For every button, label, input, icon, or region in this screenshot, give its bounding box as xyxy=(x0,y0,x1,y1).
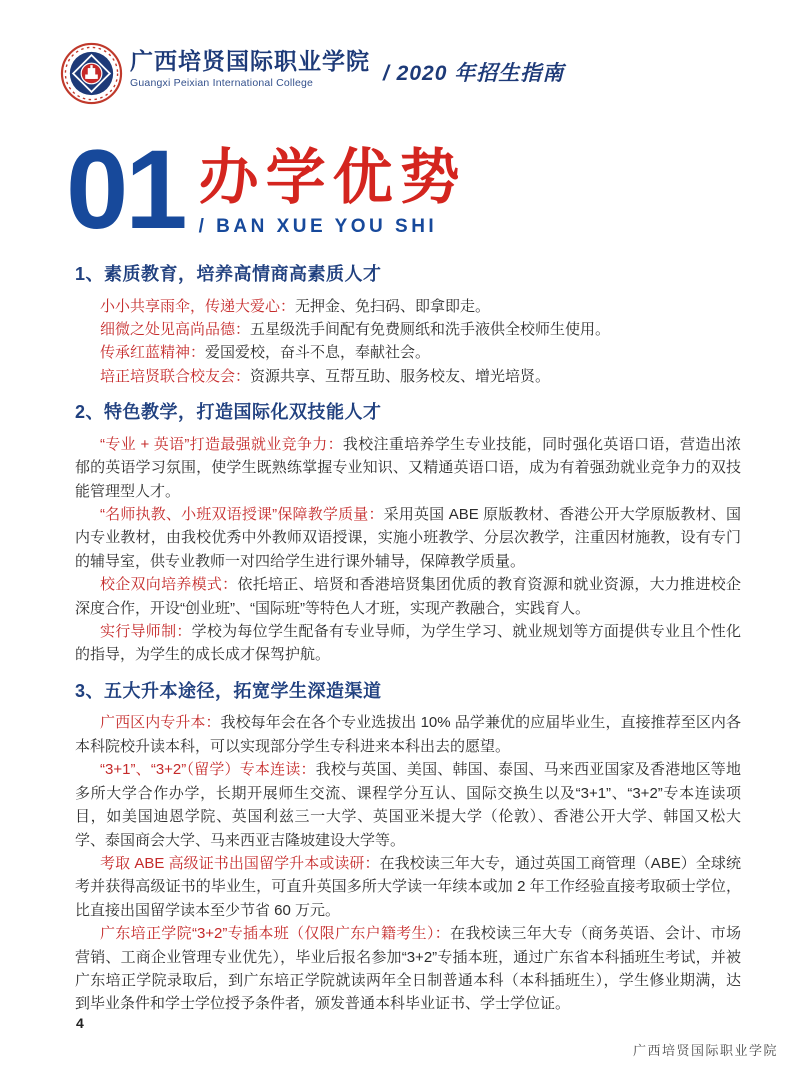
chapter-title: 办学优势 xyxy=(198,144,467,211)
section-heading: 3、五大升本途径，拓宽学生深造渠道 xyxy=(75,680,382,701)
college-name-zh: 广西培贤国际职业学院 xyxy=(130,48,370,74)
college-name-block xyxy=(130,49,370,89)
paragraph xyxy=(75,341,741,364)
paragraph-body: 无押金、免扫码、即拿即走。 xyxy=(295,297,491,315)
section-heading: 2、特色教学，打造国际化双技能人才 xyxy=(75,402,382,423)
paragraph-lead: 校企双向培养模式： xyxy=(100,576,238,594)
paragraph-lead: 考取 ABE 高级证书出国留学升本或读研： xyxy=(100,854,380,872)
paragraph-lead: “专业 + 英语”打造最强就业竞争力： xyxy=(100,435,343,453)
footer-college-name: 广西培贤国际职业学院 xyxy=(632,1043,778,1058)
paragraph-body: 在我校读三年大专（商务英语、会计、市场营销、工商企业管理专业优先），毕业后报名参加“3+2”专插本班，通过广东省本科插班生考试，并被广东培正学院录取后，到广东培正学院就读两年全日制普通本科（本科插班生），学生修业期满，达到毕业条件和学士学位授予条件者，颁发普通本科毕业证书、学士学位证。 xyxy=(75,925,741,1013)
paragraph-lead: 小小共享雨伞，传递大爱心： xyxy=(100,297,296,315)
section-heading: 1、素质教育，培养高情商高素质人才 xyxy=(75,264,382,284)
chapter-title-block xyxy=(199,138,467,241)
paragraph-body: 在我校读三年大专，通过英国工商管理（ABE）全球统考并获得高级证书的毕业生，可直升英国多所大学读一年续本或加 2 年工作经验直接考取硕士学位，比直接出国留学读本至少节省 60 万元。 xyxy=(75,854,741,919)
chapter-number: 01 xyxy=(66,127,185,252)
paragraph xyxy=(75,295,741,318)
paragraph xyxy=(75,318,741,341)
paragraph xyxy=(75,922,741,1016)
paragraph-lead: 实行导师制： xyxy=(100,623,192,641)
paragraph xyxy=(75,852,741,922)
paragraph-lead: 广西区内专升本： xyxy=(100,714,221,732)
paragraph xyxy=(75,433,741,503)
paragraph-body: 五星级洗手间配有免费厕纸和洗手液供全校师生使用。 xyxy=(250,321,611,338)
paragraph-body: 依托培正、培贤和香港培贤集团优质的教育资源和就业资源，大力推进校企深度合作，开设“创业班”、“国际班”等特色人才班，实现产教融合，实践育人。 xyxy=(75,576,741,617)
chapter-banner xyxy=(66,127,467,252)
paragraph-lead: 培正培贤联合校友会： xyxy=(100,367,251,385)
paragraph xyxy=(75,573,741,620)
chapter-subtitle: / BAN XUE YOU SHI xyxy=(198,216,438,237)
paragraph-body: 我校每年会在各个专业选拔出 10% 品学兼优的应届毕业生，直接推荐至区内各本科院校升读本科，可以实现部分学生专科进来本科出去的愿望。 xyxy=(75,714,741,755)
college-name-en: Guangxi Peixian International College xyxy=(130,77,314,90)
paragraph-lead: 广东培正学院“3+2”专插本班（仅限广东户籍考生）： xyxy=(100,925,451,943)
paragraph-body: 爱国爱校，奋斗不息，奉献社会。 xyxy=(205,344,431,362)
paragraph xyxy=(75,711,741,758)
paragraph-lead: 细微之处见高尚品德： xyxy=(100,321,251,338)
paragraph xyxy=(75,365,741,388)
paragraph xyxy=(75,503,741,573)
paragraph-body: 我校与英国、美国、韩国、泰国、马来西亚国家及香港地区等地多所大学合作办学，长期开展师生交流、课程学分互认、国际交换生以及“3+1”、“3+2”专本连读项目，如美国迪恩学院、英国利兹三一大学、英国亚米提大学（伦敦）、香港公开大学、韩国又松大学、泰国商会大学、马来西亚吉隆坡建设大学等。 xyxy=(75,761,741,849)
paragraph-lead: 传承红蓝精神： xyxy=(100,344,206,362)
college-seal-logo xyxy=(60,42,123,105)
guide-title: / 2020 年招生指南 xyxy=(383,62,565,85)
paragraph-lead: “名师执教、小班双语授课”保障教学质量： xyxy=(100,506,384,524)
paragraph-body: 学校为每位学生配备有专业导师，为学生学习、就业规划等方面提供专业且个性化的指导，为学生的成长成才保驾护航。 xyxy=(75,623,741,664)
document-header xyxy=(60,42,564,105)
paragraph xyxy=(75,620,741,667)
paragraph-lead: “3+1”、“3+2”（留学）专本连读： xyxy=(100,761,316,779)
paragraph-body: 资源共享、互帮互助、服务校友、增光培贤。 xyxy=(250,367,551,385)
paragraph-body: 采用英国 ABE 原版教材、香港公开大学原版教材、国内专业教材，由我校优秀中外教师双语授课，实施小班教学、分层次教学，注重因材施教，设有专门的辅导室，供专业教师一对四给学生进行课外辅导，保障教学质量。 xyxy=(75,506,741,570)
paragraph-body: 我校注重培养学生专业技能，同时强化英语口语，营造出浓郁的英语学习氛围，使学生既熟练掌握专业知识、又精通英语口语，成为有着强劲就业竞争力的双技能管理型人才。 xyxy=(75,435,741,500)
page-number: 4 xyxy=(76,1015,84,1031)
content-area xyxy=(75,264,741,1016)
paragraph xyxy=(75,758,741,852)
